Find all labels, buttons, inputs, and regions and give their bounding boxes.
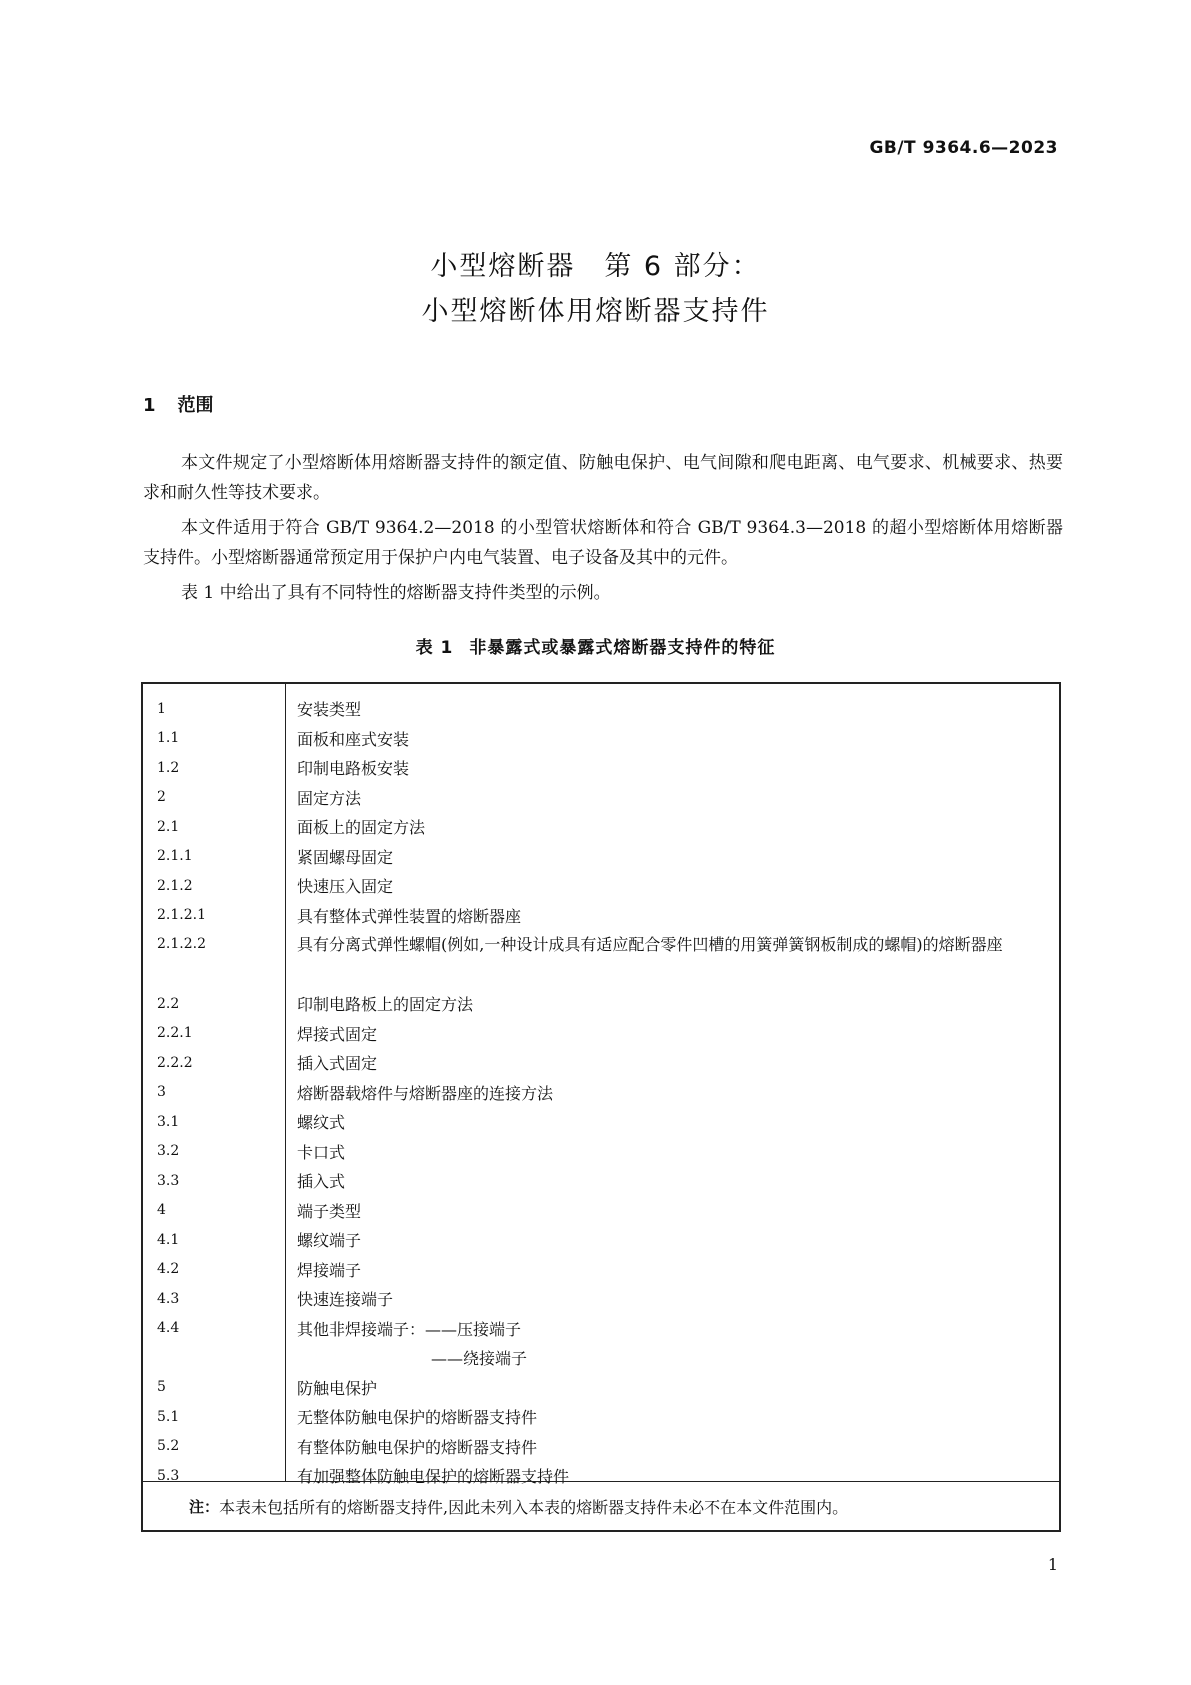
row-text: 焊接端子 [297,1260,362,1280]
table-note [143,1481,1059,1530]
row-text: 紧固螺母固定 [297,847,394,867]
table-row [143,842,1059,872]
table-row [143,783,1059,813]
table-row [143,1107,1059,1137]
table-row [143,1373,1059,1403]
table-note-text: 本表未包括所有的熔断器支持件,因此未列入本表的熔断器支持件未必不在本文件范围内。 [219,1497,849,1517]
table-row [143,1255,1059,1285]
table-row [143,930,1059,989]
row-number: 2.1.2 [157,877,193,894]
row-number: 4 [157,1202,166,1219]
row-number: 2.2.2 [157,1054,193,1071]
table-title: 非暴露式或暴露式熔断器支持件的特征 [469,638,776,658]
table-row [143,1432,1059,1462]
row-text: 卡口式 [297,1142,346,1162]
table-row [143,1196,1059,1226]
row-text: 有加强整体防触电保护的熔断器支持件 [297,1467,570,1487]
characteristics-table [141,682,1061,1532]
table-row [143,1402,1059,1432]
row-number: 2.2.1 [157,1025,193,1042]
row-text: 防触电保护 [297,1378,378,1398]
row-text: 有整体防触电保护的熔断器支持件 [297,1437,538,1457]
section-heading [143,391,214,417]
row-text: 面板上的固定方法 [297,818,426,838]
row-number: 1.2 [157,759,180,776]
row-number: 5.2 [157,1438,180,1455]
row-number: 5.1 [157,1408,180,1425]
scope-paragraph-3: 表 1 中给出了具有不同特性的熔断器支持件类型的示例。 [181,583,611,603]
row-number: 5 [157,1379,166,1396]
standard-code: GB/T 9364.6—2023 [869,138,1058,158]
section-title: 范围 [177,395,214,416]
table-row [143,1019,1059,1049]
row-number: 5.3 [157,1467,180,1484]
table-row [143,694,1059,724]
row-number: 3.2 [157,1143,180,1160]
row-text: 面板和座式安装 [297,729,410,749]
row-number: 4.3 [157,1290,180,1307]
table-row [143,753,1059,783]
row-number: 1.1 [157,730,180,747]
table-body [143,684,1059,1487]
row-number: 1 [157,700,166,717]
row-text: 其他非焊接端子：——压接端子 [297,1319,522,1339]
row-number: 4.4 [157,1320,180,1337]
row-number: 3.3 [157,1172,180,1189]
row-text: 印制电路板上的固定方法 [297,995,474,1015]
row-text: 无整体防触电保护的熔断器支持件 [297,1408,538,1428]
row-number: 3.1 [157,1113,180,1130]
row-text: 熔断器载熔件与熔断器座的连接方法 [297,1083,554,1103]
row-text: ——绕接端子 [431,1349,528,1369]
table-caption [0,633,1191,658]
scope-paragraph-2: 本文件适用于符合 GB/T 9364.2—2018 的小型管状熔断体和符合 GB/T 9364.3—2018 的超小型熔断体用熔断器支持件。小型熔断器通常预定用于保护户内电气装置、电子设备及其中的元件。 [143,518,1063,568]
scope-paragraph-1: 本文件规定了小型熔断体用熔断器支持件的额定值、防触电保护、电气间隙和爬电距离、电气要求、机械要求、热要求和耐久性等技术要求。 [143,453,1063,503]
row-text: 具有整体式弹性装置的熔断器座 [297,906,522,926]
row-number: 2.1 [157,818,180,835]
row-text: 具有分离式弹性螺帽(例如,一种设计成具有适应配合零件凹槽的用簧弹簧钢板制成的螺帽)的熔断器座 [297,935,1003,954]
table-row [143,1078,1059,1108]
row-number: 4.1 [157,1231,180,1248]
table-row [143,1048,1059,1078]
row-text: 快速连接端子 [297,1290,394,1310]
row-text: 插入式 [297,1172,346,1192]
row-number: 4.2 [157,1261,180,1278]
document-title-line1: 小型熔断器 第 6 部分： [430,251,761,282]
row-number: 2.2 [157,995,180,1012]
row-number: 2.1.2.2 [157,936,206,952]
row-number: 3 [157,1084,166,1101]
section-number: 1 [143,395,156,416]
table-row [143,724,1059,754]
table-row [143,989,1059,1019]
row-number: 2 [157,789,166,806]
row-text: 端子类型 [297,1201,362,1221]
row-text: 螺纹式 [297,1113,346,1133]
table-row [143,1284,1059,1314]
row-text: 固定方法 [297,788,362,808]
row-text: 焊接式固定 [297,1024,378,1044]
table-label: 表 1 [415,638,454,658]
table-row [143,871,1059,901]
table-row [143,901,1059,931]
table-row [143,1225,1059,1255]
row-number: 2.1.1 [157,848,193,865]
table-row [143,1137,1059,1167]
table-note-label: 注： [189,1497,220,1516]
row-text: 螺纹端子 [297,1231,362,1251]
row-text: 插入式固定 [297,1054,378,1074]
row-text: 安装类型 [297,700,362,720]
table-row [143,1166,1059,1196]
row-text: 快速压入固定 [297,877,394,897]
row-number: 2.1.2.1 [157,907,206,924]
table-row [143,1314,1059,1344]
row-text: 印制电路板安装 [297,759,410,779]
document-title-line2: 小型熔断体用熔断器支持件 [421,296,770,327]
table-row [143,812,1059,842]
page-number: 1 [1047,1555,1058,1574]
table-row [143,1343,1059,1373]
